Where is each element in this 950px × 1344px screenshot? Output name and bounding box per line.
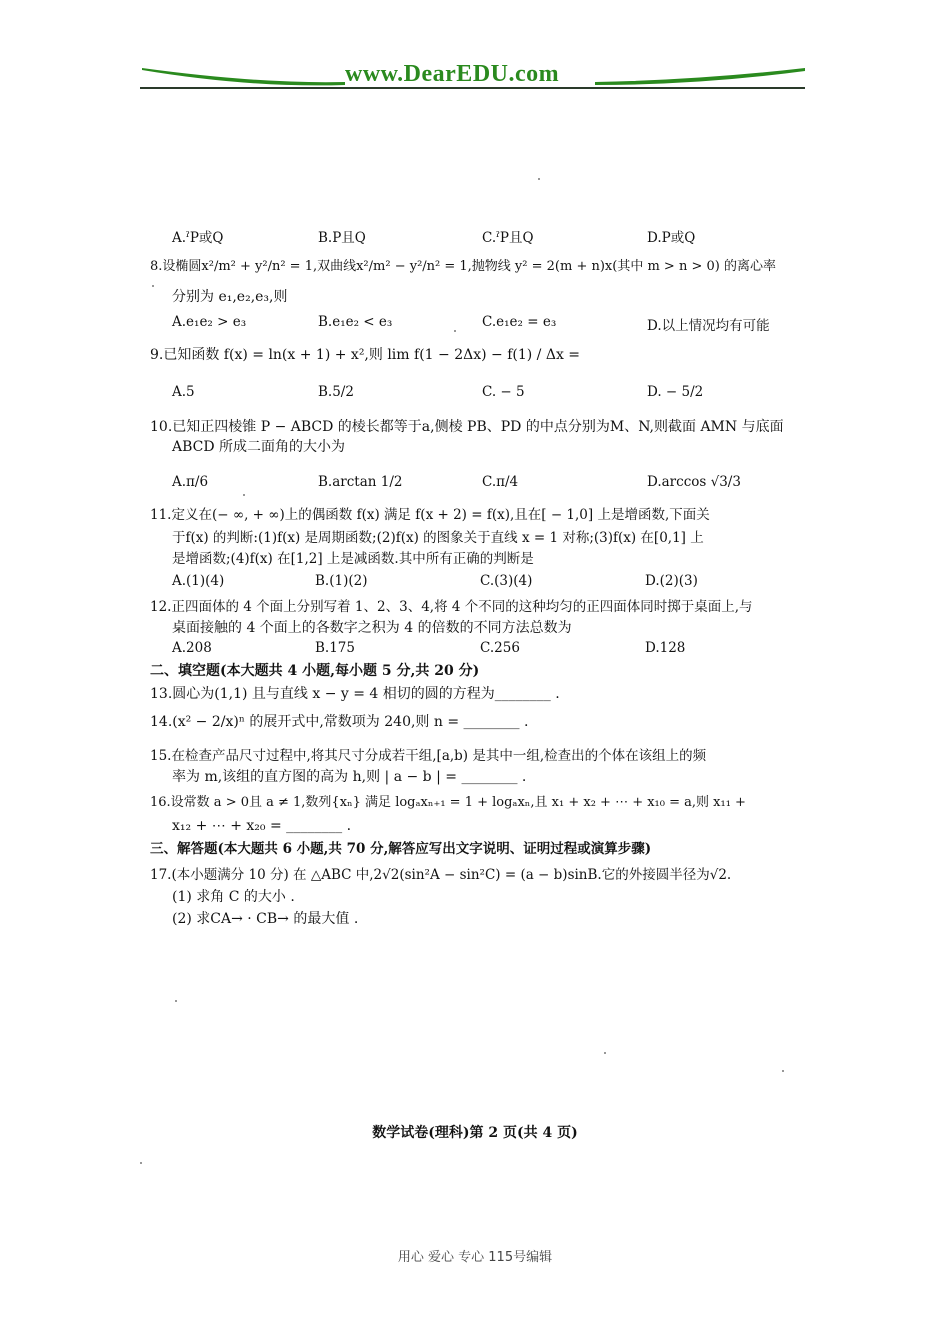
scan-speck	[454, 330, 456, 332]
q16-line-1: 16.设常数 a > 0且 a ≠ 1,数列{xₙ} 满足 logₐxₙ₊₁ = 1 + logₐxₙ,且 x₁ + x₂ + ⋯ + x₁₀ = a,则 x₁₁ +	[150, 795, 746, 810]
q12-option-d: D.128	[645, 640, 686, 656]
q9-option-a: A.5	[172, 384, 195, 400]
q8-option-b: B.e₁e₂ < e₃	[318, 314, 393, 330]
section-3-heading: 三、解答题(本大题共 6 小题,共 70 分,解答应写出文字说明、证明过程或演算步骤)	[150, 841, 652, 857]
q12-line-1: 12.正四面体的 4 个面上分别写着 1、2、3、4,将 4 个不同的这种均匀的正四面体同时掷于桌面上,与	[150, 599, 753, 615]
q10-option-d: D.arccos √3/3	[647, 474, 741, 490]
q13-line: 13.圆心为(1,1) 且与直线 x − y = 4 相切的圆的方程为________ .	[150, 686, 560, 702]
scan-speck	[175, 1000, 177, 1002]
q11-option-b: B.(1)(2)	[315, 573, 368, 589]
editor-footer: 用心 爱心 专心 115号编辑	[397, 1250, 553, 1265]
site-header	[140, 58, 810, 98]
section-2-heading: 二、填空题(本大题共 4 小题,每小题 5 分,共 20 分)	[150, 663, 480, 679]
q15-line-2: 率为 m,该组的直方图的高为 h,则 | a − b | = ________ .	[172, 769, 527, 785]
q9-option-c: C. − 5	[482, 384, 525, 400]
q7-option-c: C.ˀP且Q	[482, 230, 534, 246]
scan-speck	[782, 1070, 784, 1072]
q8-option-c: C.e₁e₂ = e₃	[482, 314, 557, 330]
q16-line-2: x₁₂ + ⋯ + x₂₀ = ________ .	[172, 818, 352, 834]
q17-line-1: 17.(本小题满分 10 分) 在 △ABC 中,2√2(sin²A − sin²C) = (a − b)sinB.它的外接圆半径为√2.	[150, 867, 732, 883]
scan-speck	[604, 1052, 606, 1054]
q10-line-1: 10.已知正四棱锥 P − ABCD 的棱长都等于a,侧棱 PB、PD 的中点分别为M、N,则截面 AMN 与底面	[150, 419, 784, 435]
q10-option-a: A.π/6	[172, 474, 209, 490]
site-logo-text: www.DearEDU.com	[345, 61, 560, 87]
q7-option-b: B.P且Q	[318, 230, 366, 246]
q11-line-2: 于f(x) 的判断:(1)f(x) 是周期函数;(2)f(x) 的图象关于直线 x = 1 对称;(3)f(x) 在[0,1] 上	[172, 530, 704, 546]
q8-option-a: A.e₁e₂ > e₃	[172, 314, 247, 330]
q17-line-3: (2) 求CA→ · CB→ 的最大值 .	[172, 911, 359, 927]
q11-line-1: 11.定义在(− ∞, + ∞)上的偶函数 f(x) 满足 f(x + 2) = f(x),且在[ − 1,0] 上是增函数,下面关	[150, 507, 710, 523]
q11-line-3: 是增函数;(4)f(x) 在[1,2] 上是减函数.其中所有正确的判断是	[172, 551, 534, 567]
q11-option-d: D.(2)(3)	[645, 573, 698, 589]
scan-speck	[243, 494, 245, 496]
q9-option-b: B.5/2	[318, 384, 354, 400]
q12-option-c: C.256	[480, 640, 520, 656]
q9-line-1: 9.已知函数 f(x) = ln(x + 1) + x²,则 lim f(1 − 2Δx) − f(1) / Δx =	[150, 347, 581, 363]
q12-option-b: B.175	[315, 640, 355, 656]
q11-option-a: A.(1)(4)	[172, 573, 225, 589]
scan-speck	[538, 178, 540, 180]
q8-line-1: 8.设椭圆x²/m² + y²/n² = 1,双曲线x²/m² − y²/n² = 1,抛物线 y² = 2(m + n)x(其中 m > n > 0) 的离心率	[150, 259, 776, 274]
q8-line-2: 分别为 e₁,e₂,e₃,则	[172, 289, 288, 305]
q14-line: 14.(x² − 2/x)ⁿ 的展开式中,常数项为 240,则 n = ________ .	[150, 714, 529, 730]
q10-option-c: C.π/4	[482, 474, 519, 490]
page-number-footer: 数学试卷(理科)第 2 页(共 4 页)	[372, 1125, 578, 1141]
q17-line-2: (1) 求角 C 的大小 .	[172, 889, 295, 905]
q8-option-d: D.以上情况均有可能	[647, 318, 770, 334]
q10-option-b: B.arctan 1/2	[318, 474, 403, 490]
q9-option-d: D. − 5/2	[647, 384, 704, 400]
scan-speck	[152, 285, 154, 287]
q7-option-a: A.ˀP或Q	[172, 230, 224, 246]
q12-option-a: A.208	[172, 640, 212, 656]
scan-speck	[140, 1162, 142, 1164]
q15-line-1: 15.在检查产品尺寸过程中,将其尺寸分成若干组,[a,b) 是其中一组,检查出的个体在该组上的频	[150, 748, 707, 764]
q12-line-2: 桌面接触的 4 个面上的各数字之积为 4 的倍数的不同方法总数为	[172, 620, 572, 636]
q10-line-2: ABCD 所成二面角的大小为	[172, 439, 346, 455]
header-rule	[140, 87, 805, 89]
q11-option-c: C.(3)(4)	[480, 573, 533, 589]
q7-option-d: D.P或Q	[647, 230, 696, 246]
